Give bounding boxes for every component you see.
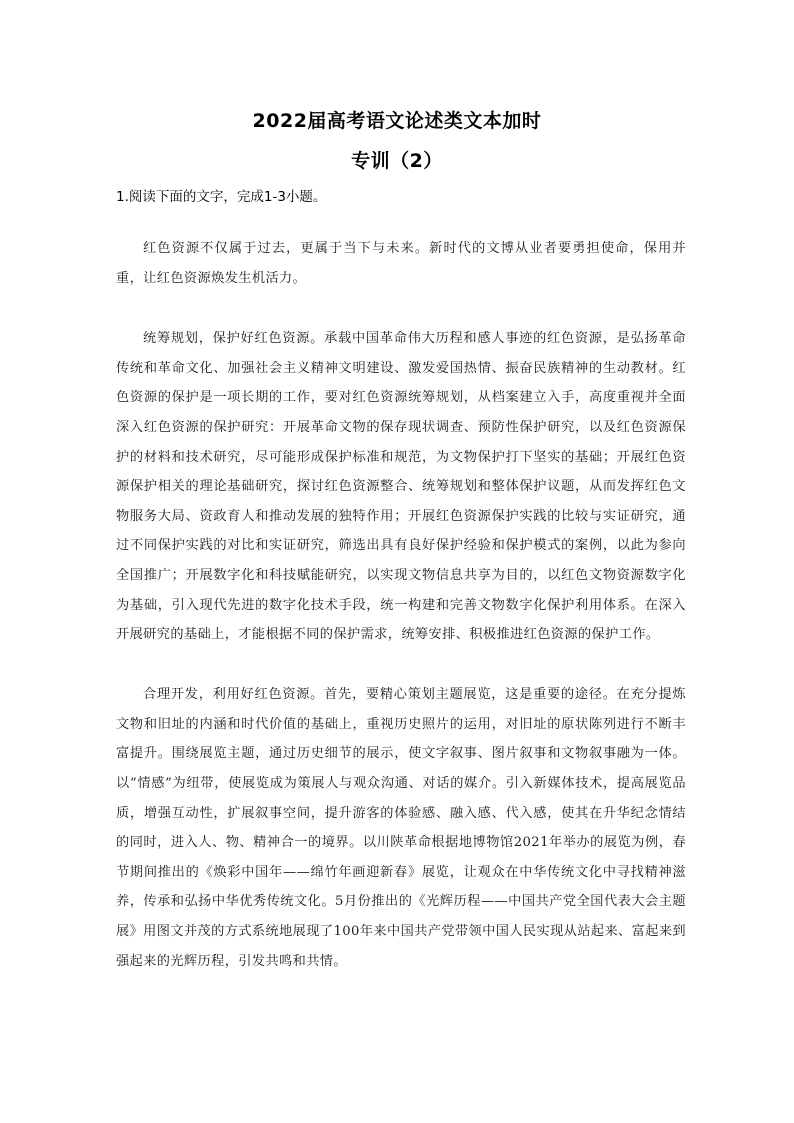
paragraph-3: 合理开发，利用好红色资源。首先，要精心策划主题展览，这是重要的途径。在充分提炼文物和旧址的内涵和时代价值的基础上，重视历史照片的运用，对旧址的原状陈列进行不断丰富提升。围绕展览主题，通过历史细节的展示，使文字叙事、图片叙事和文物叙事融为一体。以“情感”为纽带，使展览成为策展人与观众沟通、对话的媒介。引入新媒体技术，提高展览品质，增强互动性，扩展叙事空间，提升游客的体验感、融入感、代入感，使其在升华纪念情结的同时，进入人、物、精神合一的境界。以川陕革命根据地博物馆2021年举办的展览为例，春节期间推出的《焕彩中国年——绵竹年画迎新春》展览，让观众在中华传统文化中寻找精神滋养，传承和弘扬中华优秀传统文化。5月份推出的《光辉历程——中国共产党全国代表大会主题展》用图文并茂的方式系统地展现了100年来中国共产党带领中国人民实现从站起来、富起来到强起来的光辉历程，引发共鸣和共情。 [116, 687, 686, 969]
document-title: 2022届高考语文论述类文本加时 [252, 110, 542, 132]
document-subtitle: 专训（2） [351, 150, 443, 172]
paragraph-2: 统筹规划，保护好红色资源。承载中国革命伟大历程和感人事迹的红色资源，是弘扬革命传统和革命文化、加强社会主义精神文明建设、激发爱国热情、振奋民族精神的生动教材。红色资源的保护是一项长期的工作，要对红色资源统筹规划，从档案建立入手，高度重视并全面深入红色资源的保护研究：开展革命文物的保存现状调查、预防性保护研究，以及红色资源保护的材料和技术研究，尽可能形成保护标准和规范，为文物保护打下坚实的基础；开展红色资源保护相关的理论基础研究，探讨红色资源整合、统筹规划和整体保护议题，从而发挥红色文物服务大局、资政育人和推动发展的独特作用；开展红色资源保护实践的比较与实证研究，通过不同保护实践的对比和实证研究，筛选出具有良好保护经验和保护模式的案例，以此为参向全国推广；开展数字化和科技赋能研究，以实现文物信息共享为目的，以红色文物资源数字化为基础，引入现代先进的数字化技术手段，统一构建和完善文物数字化保护利用体系。在深入开展研究的基础上，才能根据不同的保护需求，统筹安排、积极推进红色资源的保护工作。 [116, 331, 686, 643]
question-instruction: 1.阅读下面的文字，完成1-3小题。 [116, 189, 327, 205]
paragraph-1: 红色资源不仅属于过去，更属于当下与未来。新时代的文博从业者要勇担使命，保用并重，让红色资源焕发生机活力。 [116, 241, 686, 286]
